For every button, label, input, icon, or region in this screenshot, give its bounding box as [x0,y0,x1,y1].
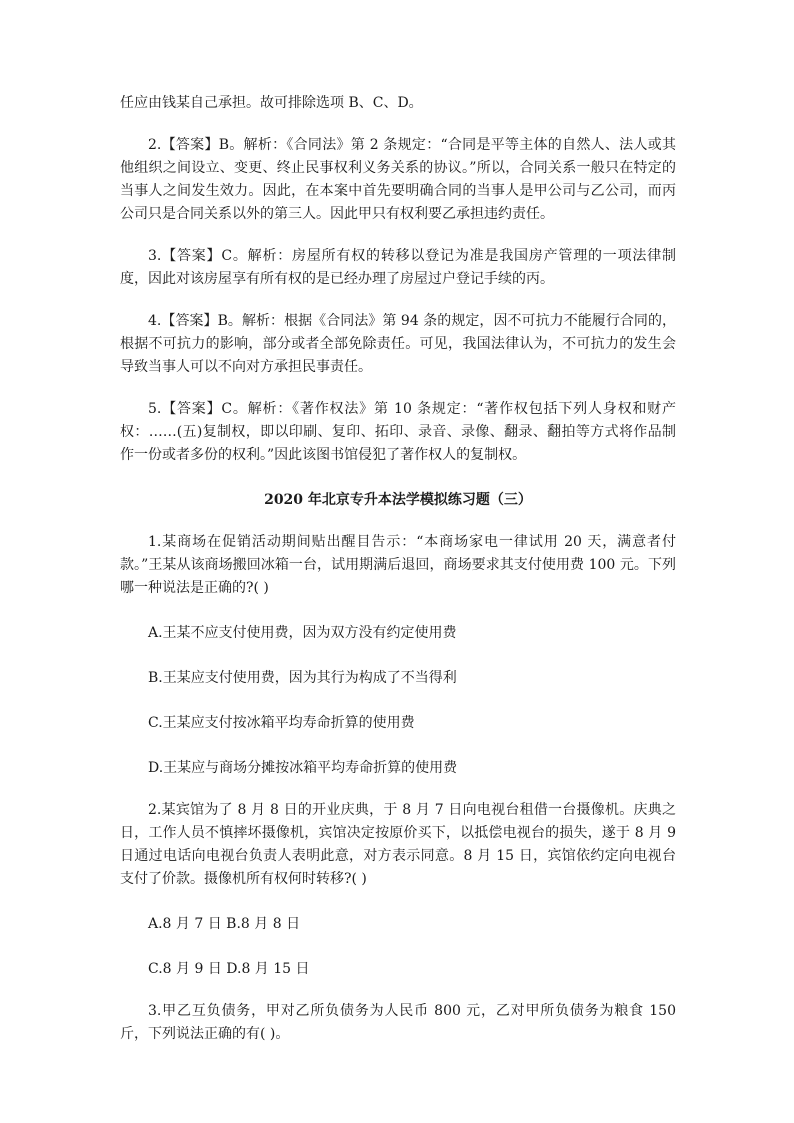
section-title: 2020 年北京专升本法学模拟练习题（三） [264,492,532,508]
question-1-option-a: A.王某不应支付使用费，因为双方没有约定使用费 [148,625,457,641]
answer-4: 4.【答案】B。解析：根据《合同法》第 94 条的规定，因不可抗力不能履行合同的，根据不可抗力的影响，部分或者全部免除责任。可见，我国法律认为，不可抗力的发生会导致当事人可以不向对方承担民事责任。 [120,313,676,375]
question-1-stem: 1.某商场在促销活动期间贴出醒目告示：“本商场家电一律试用 20 天，满意者付款。”王某从该商场搬回冰箱一台，试用期满后退回，商场要求其支付使用费 100 元。下列哪一种说法是正确的?( ) [120,534,676,596]
question-2-options-ab: A.8 月 7 日 B.8 月 8 日 [148,916,301,932]
question-1-option-c: C.王某应支付按冰箱平均寿命折算的使用费 [148,715,415,731]
question-1-option-b: B.王某应支付使用费，因为其行为构成了不当得利 [148,670,457,686]
answer-continuation: 任应由钱某自己承担。故可排除选项 B、C、D。 [120,95,423,111]
answer-2: 2.【答案】B。解析：《合同法》第 2 条规定：“合同是平等主体的自然人、法人或其他组织之间设立、变更、终止民事权利义务关系的协议。”所以，合同关系一般只在特定的当事人之间发生效力。因此，在本案中首先要明确合同的当事人是甲公司与乙公司，而丙公司只是合同关系以外的第三人。因此甲只有权利要乙承担违约责任。 [120,137,676,222]
question-1-option-d: D.王某应与商场分摊按冰箱平均寿命折算的使用费 [148,760,458,776]
question-3-stem: 3.甲乙互负债务，甲对乙所负债务为人民币 800 元，乙对甲所负债务为粮食 150 斤，下列说法正确的有( )。 [120,1003,676,1042]
question-2-options-cd: C.8 月 9 日 D.8 月 15 日 [148,961,310,977]
answer-3: 3.【答案】C。解析：房屋所有权的转移以登记为准是我国房产管理的一项法律制度，因此对该房屋享有所有权的是已经办理了房屋过户登记手续的丙。 [120,248,676,287]
document-page [120,92,676,1046]
answer-5: 5.【答案】C。解析：《著作权法》第 10 条规定：“著作权包括下列人身权和财产权：……(五)复制权，即以印刷、复印、拓印、录音、录像、翻录、翻拍等方式将作品制作一份或者多份的权利。”因此该图书馆侵犯了著作权人的复制权。 [120,401,676,463]
question-2-stem: 2.某宾馆为了 8 月 8 日的开业庆典，于 8 月 7 日向电视台租借一台摄像机。庆典之日，工作人员不慎摔坏摄像机，宾馆决定按原价买下，以抵偿电视台的损失，遂于 8 月 9 日通过电话向电视台负责人表明此意，对方表示同意。8 月 15 日，宾馆依约定向电视台支付了价款。摄像机所有权何时转移?( ) [120,802,676,887]
